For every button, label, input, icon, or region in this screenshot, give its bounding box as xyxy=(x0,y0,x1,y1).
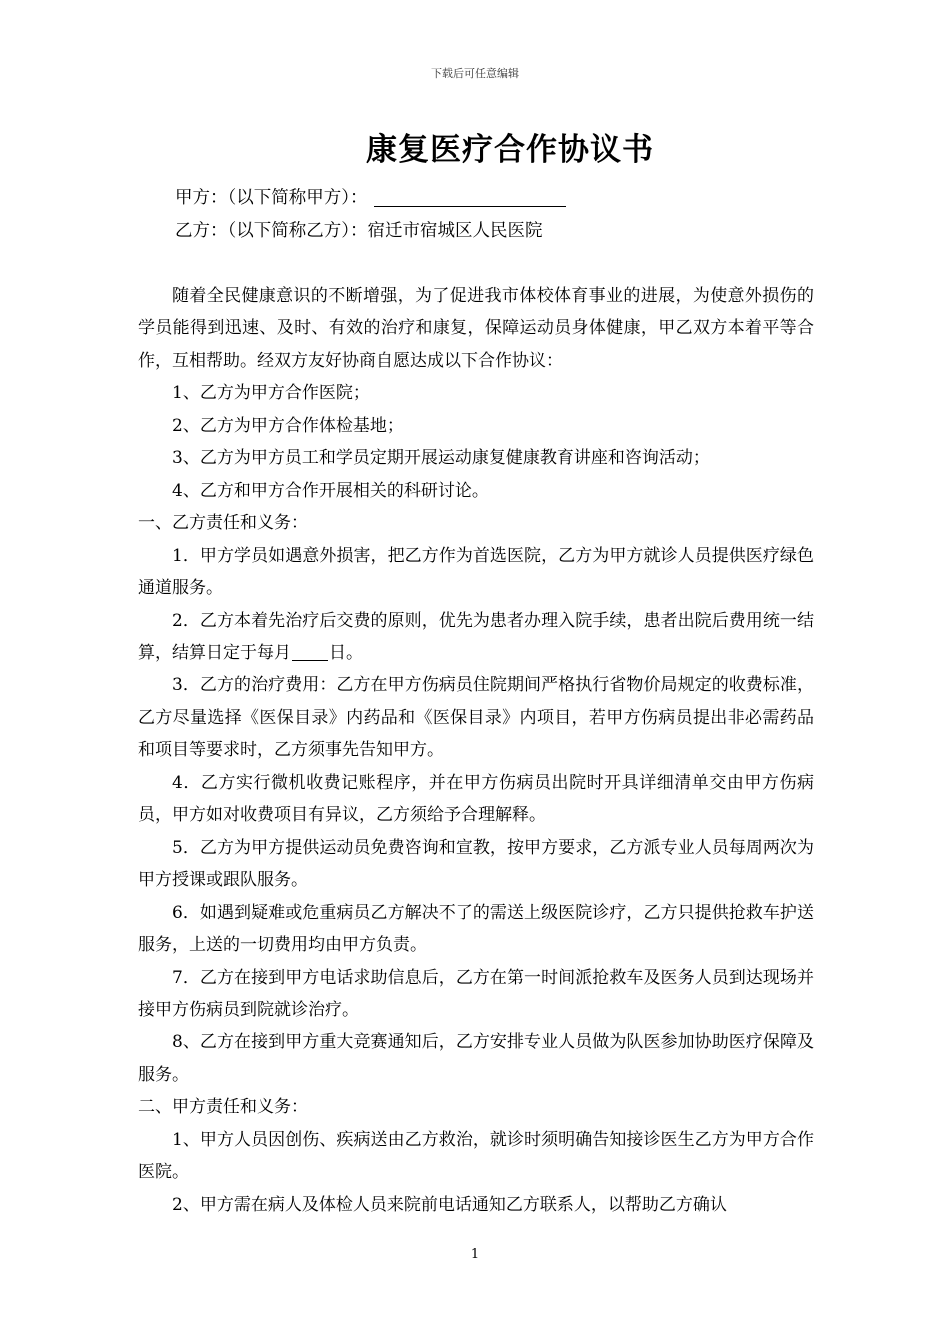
section-heading-party-a: 二、甲方责任和义务： xyxy=(138,1097,308,1118)
clause-1-2-suffix: 日。 xyxy=(329,642,363,663)
clause-1-5: 5．乙方为甲方提供运动员免费咨询和宣教，按甲方要求，乙方派专业人员每周两次为甲方授课或跟队服务。 xyxy=(138,837,814,891)
clause-2-2: 2、甲方需在病人及体检人员来院前电话通知乙方联系人，以帮助乙方确认 xyxy=(172,1194,727,1215)
clause-2-1: 1、甲方人员因创伤、疾病送由乙方救治，就诊时须明确告知接诊医生乙方为甲方合作医院。 xyxy=(138,1129,814,1183)
clause-1-4: 4．乙方实行微机收费记账程序，并在甲方伤病员出院时开具详细清单交由甲方伤病员，甲方如对收费项目有异议，乙方须给予合理解释。 xyxy=(138,772,814,826)
party-a-label: 甲方：（以下简称甲方）： xyxy=(175,188,368,208)
clause-1-2 xyxy=(138,605,814,670)
page-number: 1 xyxy=(470,1247,480,1262)
clause-1-6: 6．如遇到疑难或危重病员乙方解决不了的需送上级医院诊疗，乙方只提供抢救车护送服务，上送的一切费用均由甲方负责。 xyxy=(138,902,814,956)
header-note: 下载后可任意编辑 xyxy=(431,67,519,80)
agreement-body xyxy=(138,280,814,1221)
clause-1-2-text: 2．乙方本着先治疗后交费的原则，优先为患者办理入院手续，患者出院后费用统一结算，结算日定于每月 xyxy=(138,610,814,663)
party-a-blank xyxy=(374,188,566,207)
party-b-label: 乙方：（以下简称乙方）： xyxy=(175,221,368,241)
clause-1-3: 3．乙方的治疗费用：乙方在甲方伤病员住院期间严格执行省物价局规定的收费标准，乙方尽量选择《医保目录》内药品和《医保目录》内项目，若甲方伤病员提出非必需药品和项目等要求时，乙方须事先告知甲方。 xyxy=(138,675,814,761)
agreement-item: 3、乙方为甲方员工和学员定期开展运动康复健康教育讲座和咨询活动； xyxy=(172,448,710,469)
section-heading-party-b: 一、乙方责任和义务： xyxy=(138,513,308,534)
agreement-item: 1、乙方为甲方合作医院； xyxy=(172,383,370,404)
clause-1-1: 1．甲方学员如遇意外损害，把乙方作为首选医院，乙方为甲方就诊人员提供医疗绿色通道服务。 xyxy=(138,545,814,599)
agreement-item: 4、乙方和甲方合作开展相关的科研讨论。 xyxy=(172,480,489,501)
settlement-day-blank xyxy=(292,644,328,661)
clause-1-8: 8、乙方在接到甲方重大竞赛通知后，乙方安排专业人员做为队医参加协助医疗保障及服务。 xyxy=(138,1032,814,1085)
party-a-line xyxy=(175,185,566,211)
agreement-item: 2、乙方为甲方合作体检基地； xyxy=(172,415,404,436)
party-b-value: 宿迁市宿城区人民医院 xyxy=(367,221,543,241)
document-title: 康复医疗合作协议书 xyxy=(366,132,654,168)
party-b-line xyxy=(175,218,543,244)
clause-1-7: 7．乙方在接到甲方电话求助信息后，乙方在第一时间派抢救车及医务人员到达现场并接甲方伤病员到院就诊治疗。 xyxy=(138,967,814,1020)
intro-paragraph: 随着全民健康意识的不断增强，为了促进我市体校体育事业的进展，为使意外损伤的学员能得到迅速、及时、有效的治疗和康复，保障运动员身体健康，甲乙双方本着平等合作，互相帮助。经双方友好协商自愿达成以下合作协议： xyxy=(138,286,814,371)
